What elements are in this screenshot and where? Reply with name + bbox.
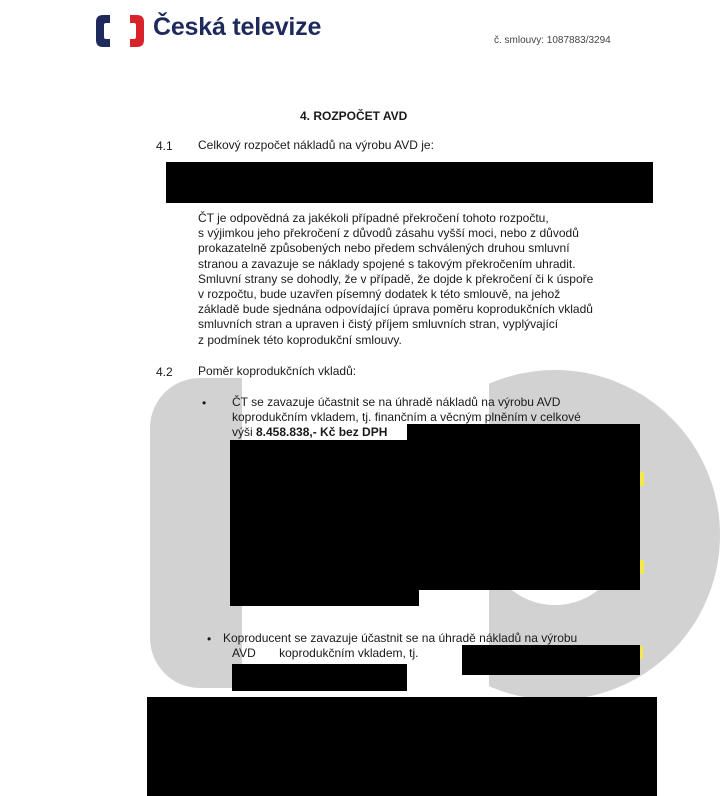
bullet-line: AVD koprodukčním vkladem, tj. <box>232 646 419 660</box>
bullet-line: Koproducent se zavazuje účastnit se na úhradě nákladů na výrobu <box>223 631 578 645</box>
redaction-block <box>232 664 407 691</box>
brand-name: Česká televize <box>153 13 322 41</box>
paragraph-line: prokazatelně způsobených nebo předem schválených druhou smluvní <box>198 241 570 256</box>
paragraph-line: základě bude sjednána odpovídající úprava poměru koprodukčních vkladů <box>198 302 593 317</box>
clause-heading: Poměr koprodukčních vkladů: <box>198 364 357 378</box>
paragraph-line: smluvních stran a upraven i čistý příjem smluvních stran, vyplývající <box>198 317 559 332</box>
highlight-mark <box>640 472 644 486</box>
paragraph-line: z podmínek této koprodukční smlouvy. <box>198 332 402 347</box>
redaction-block <box>462 645 640 675</box>
redaction-block <box>147 697 657 796</box>
clause-number: 4.1 <box>156 139 173 153</box>
highlight-mark <box>640 646 643 659</box>
redaction-block <box>230 588 419 606</box>
paragraph-line: s výjimkou jeho překročení z důvodů zásahu vyšší moci, nebo z důvodů <box>198 226 579 241</box>
bullet-line: koprodukčním vkladem, tj. finančním a věcným plněním v celkové <box>232 410 581 425</box>
clause-heading: Celkový rozpočet nákladů na výrobu AVD je: <box>198 138 434 152</box>
bullet-icon: • <box>202 396 207 410</box>
bullet-prefix: výši <box>232 425 256 440</box>
paragraph-line: v rozpočtu, bude uzavřen písemný dodatek k této smlouvě, na jehož <box>198 287 561 302</box>
bullet-icon: • <box>207 632 212 646</box>
redaction-block <box>230 440 640 590</box>
contribution-amount: 8.458.838,- Kč bez DPH <box>256 425 388 440</box>
highlight-mark <box>640 560 644 574</box>
section-title: 4. ROZPOČET AVD <box>300 109 408 123</box>
clause-paragraph <box>198 211 642 348</box>
bullet-text <box>223 631 643 646</box>
redaction-block <box>166 162 653 203</box>
ceska-televize-logo-icon <box>95 14 145 48</box>
clause-number: 4.2 <box>156 365 173 379</box>
paragraph-line: ČT je odpovědná za jakékoli případné překročení tohoto rozpočtu, <box>198 211 549 225</box>
contract-number: č. smlouvy: 1087883/3294 <box>494 35 611 46</box>
bullet-line: ČT se zavazuje účastnit se na úhradě nákladů na výrobu AVD <box>232 395 561 409</box>
redaction-block <box>407 424 640 440</box>
paragraph-line: Smluvní strany se dohodly, že v případě, že dojde k překročení či k úspoře <box>198 271 594 286</box>
paragraph-line: stranou a zavazuje se náklady spojené s takovým překročením uhradit. <box>198 256 576 271</box>
